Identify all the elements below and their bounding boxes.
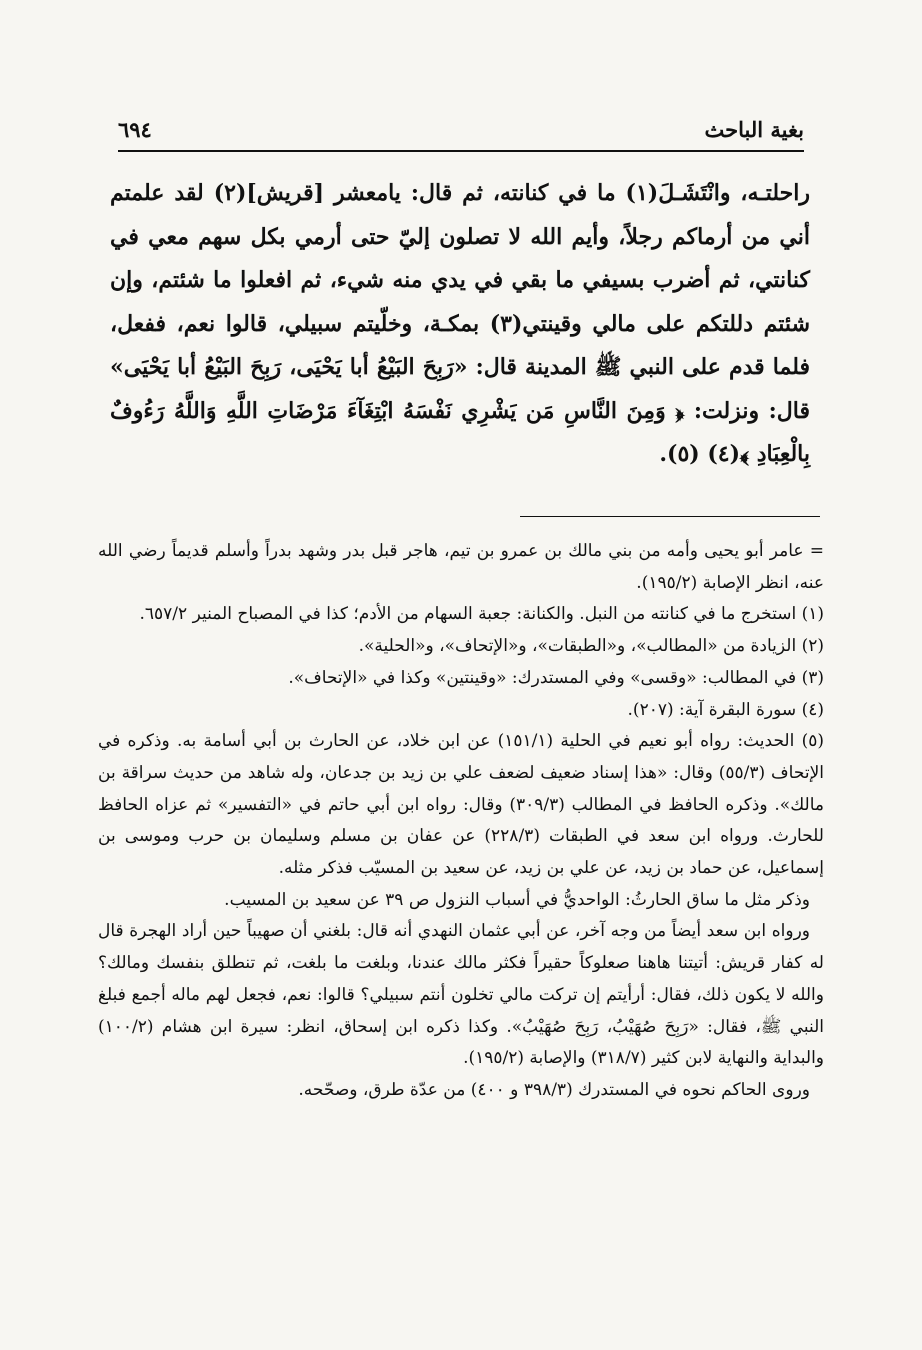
- footnote-1: (١) استخرج ما في كنانته من النبل. والكنانة: جعبة السهام من الأدم؛ كذا في المصباح المنير ٦٥٧/٢.: [139, 604, 824, 625]
- footnote-continuation: = عامر أبو يحيى وأمه من بني مالك بن عمرو بن تيم، هاجر قبل بدر وشهد بدراً وأسلم قديماً رضي الله عنه، انظر الإصابة (١٩٥/٢).: [98, 541, 824, 593]
- footnote-5: (٥) الحديث: رواه أبو نعيم في الحلية (١٥١/١) عن ابن خلاد، عن الحارث بن أبي أسامة به. وذكره في الإتحاف (٥٥/٣) وقال: «هذا إسناد ضعيف لضعف علي بن زيد بن جدعان، وله شاهد من حديث سراقة بن مالك». وذكره الحافظ في المطالب (٣٠٩/٣) وقال: رواه ابن أبي حاتم في «التفسير» ثم عزاه الحافظ للحارث. ورواه ابن سعد في الطبقات (٢٢٨/٣) عن عفان بن مسلم وسليمان بن حرب وموسى بن إسماعيل، عن حماد بن زيد، عن علي بن زيد، عن سعيد بن المسيّب فذكر مثله.: [98, 731, 824, 879]
- footnote-5-para-2: وذكر مثل ما ساق الحارثُ: الواحديُّ في أسباب النزول ص ٣٩ عن سعيد بن المسيب.: [224, 889, 810, 910]
- running-header: [118, 108, 804, 142]
- footnote-divider: [520, 516, 820, 517]
- page-number: ٦٩٤: [118, 117, 152, 142]
- footnote-4: (٤) سورة البقرة آية: (٢٠٧).: [627, 699, 824, 720]
- footnote-5-para-4: وروى الحاكم نحوه في المستدرك (٣٩٨/٣ و ٤٠٠) من عدّة طرق، وصحّحه.: [298, 1079, 810, 1100]
- main-paragraph: راحلتـه، وانْتَشَـلَ(١) ما في كنانته، ثم قال: يامعشر [قريش](٢) لقد علمتم أني من أرماكم رجلاً، وأيم الله لا تصلون إليّ حتى أرمي بكل سهم معي في كنانتي، ثم أضرب بسيفي ما بقي في يدي منه شيء، ثم افعلوا ما شئتم، وإن شئتم دللتكم على مالي وقينتي(٣) بمكـة، وخلّيتم سبيلي، قالوا نعم، ففعل، فلما قدم على النبي ﷺ المدينة قال: «رَبِحَ البَيْعُ أبا يَحْيَى، رَبِحَ البَيْعُ أبا يَحْيَى» قال: ونزلت: ﴿ وَمِنَ النَّاسِ مَن يَشْرِي نَفْسَهُ ابْتِغَآءَ مَرْضَاتِ اللَّهِ وَاللَّهُ رَءُوفٌ بِالْعِبَادِ ﴾(٤) (٥).: [110, 180, 811, 467]
- footnote-2: (٢) الزيادة من «المطالب»، و«الطبقات»، و«الإتحاف»، و«الحلية».: [358, 636, 824, 657]
- header-divider: [118, 150, 804, 152]
- footnote-5-para-3: ورواه ابن سعد أيضاً من وجه آخر، عن أبي عثمان النهدي أنه قال: بلغني أن صهيباً حين أراد الهجرة قال له كفار قريش: أتيتنا هاهنا صعلوكاً حقيراً فكثر مالك عندنا، وبلغت ما بلغت، ثم تنطلق بنفسك ومالك؟ والله لا يكون ذلك، فقال: أرأيتم إن تركت مالي تخلون أنتم سبيلي؟ قالوا: نعم، فجعل لهم ماله أجمع فبلغ النبي ﷺ، فقال: «رَبِحَ صُهَيْبُ، رَبِحَ صُهَيْبُ». وكذا ذكره ابن إسحاق، انظر: سيرة ابن هشام (١٠٠/٢) والبداية والنهاية لابن كثير (٣١٨/٧) والإصابة (١٩٥/٢).: [98, 921, 824, 1069]
- footnotes: [98, 536, 824, 1107]
- footnote-3: (٣) في المطالب: «وقسى» وفي المستدرك: «وقينتين» وكذا في «الإتحاف».: [288, 667, 824, 688]
- book-title: بغية الباحث: [704, 117, 804, 142]
- main-text: [110, 172, 810, 477]
